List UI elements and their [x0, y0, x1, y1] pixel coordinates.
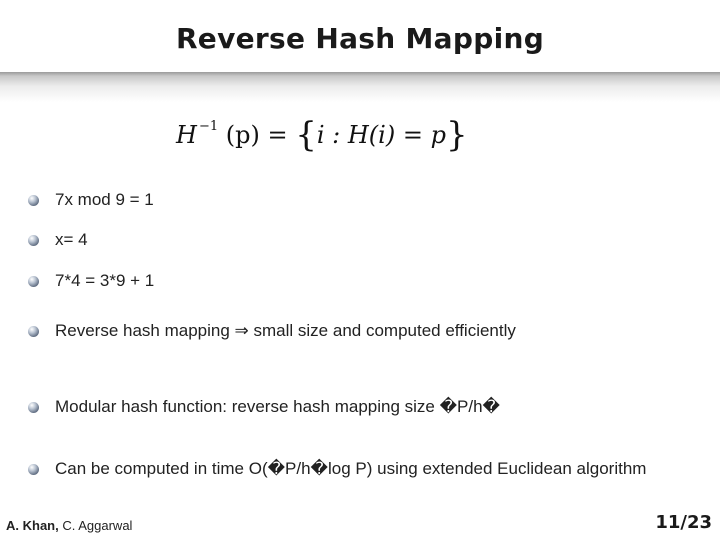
footer-author-rest: C. Aggarwal [58, 518, 133, 533]
bullet-dot-icon [28, 326, 39, 337]
formula-lhs-arg: (p) = [225, 121, 288, 149]
formula-set-body: i : H(i) = p [316, 121, 446, 149]
bullet-dot-icon [28, 235, 39, 246]
bullet-item [28, 321, 516, 341]
slide-title: Reverse Hash Mapping [175, 22, 545, 55]
footer-authors [6, 518, 132, 533]
bullet-dot-icon [28, 276, 39, 287]
formula-brace-close: } [445, 115, 468, 155]
formula-lhs-h: H [176, 121, 197, 149]
bullet-dot-icon [28, 195, 39, 206]
bullet-dot-icon [28, 402, 39, 413]
bullet-item [28, 459, 646, 479]
bullet-text: Modular hash function: reverse hash mapping size �P/h� [55, 397, 500, 416]
bullet-text: 7x mod 9 = 1 [55, 190, 154, 209]
footer-author-bold: A. Khan, [6, 518, 59, 533]
bullet-item [28, 397, 500, 417]
formula [176, 112, 496, 158]
bullet-item [28, 190, 154, 210]
bullet-dot-icon [28, 464, 39, 475]
bullet-text: 7*4 = 3*9 + 1 [55, 271, 155, 290]
bullet-text: x= 4 [55, 230, 88, 249]
title-divider [0, 72, 720, 104]
page-number: 11/23 [655, 512, 712, 533]
bullet-text: Can be computed in time O(�P/h�log P) using extended Euclidean algorithm [55, 459, 647, 478]
bullet-item [28, 271, 154, 291]
formula-lhs-sup: −1 [198, 119, 219, 134]
bullet-text: Reverse hash mapping ⇒ small size and computed efficiently [55, 321, 516, 340]
bullet-item [28, 230, 88, 250]
formula-brace-open: { [295, 115, 317, 155]
